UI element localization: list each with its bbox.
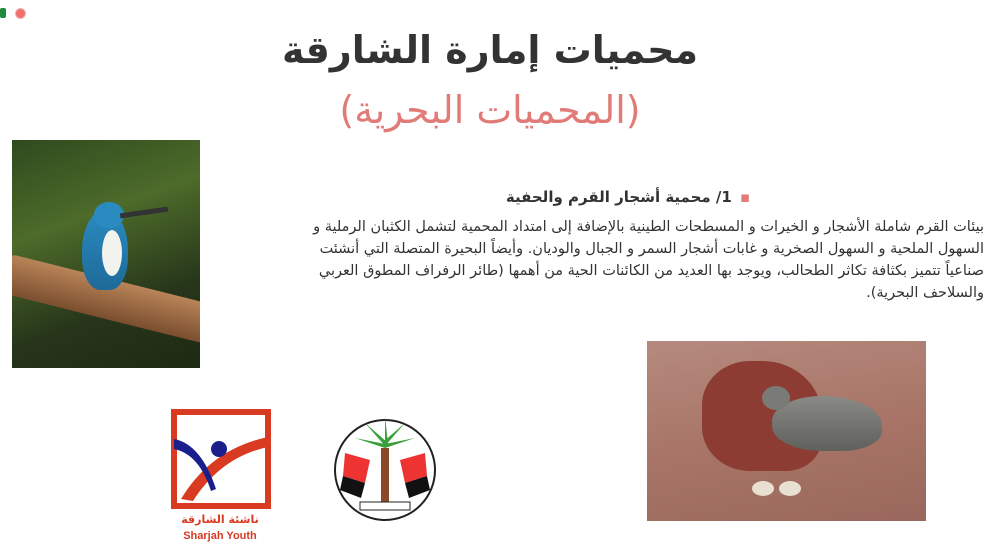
description-paragraph [212, 216, 984, 304]
sharjah-youth-arabic-name: ناشئة الشارقة [181, 513, 259, 526]
paragraph-line: والسلاحف البحرية). [866, 285, 984, 301]
paragraph-line: بيئات القرم شاملة الأشجار و الخيرات و المسطحات الطينية بالإضافة إلى امتداد المحمية لتشمل الكثبان الرملية و [313, 219, 984, 235]
kingfisher-photo [12, 140, 200, 368]
slide-title: محميات إمارة الشارقة [282, 28, 698, 72]
sharjah-youth-logo [171, 409, 271, 509]
epaa-seal-logo [315, 398, 455, 538]
seabird-photo [647, 341, 926, 521]
paragraph-line: صناعياً تتميز بكثافة تكاثر الطحالب، ويوجد بها العديد من الكائنات الحية من أهمها (طائر الرفراف المطوق العربي [318, 263, 984, 279]
bullet-icon: ▪ [739, 188, 750, 206]
sharjah-youth-english-name: Sharjah Youth [183, 530, 257, 542]
section-heading-text: 1/ محمية أشجار القرم والحفية [505, 188, 732, 206]
green-indicator-icon[interactable] [0, 8, 6, 18]
slide-subtitle: (المحميات البحرية) [339, 88, 641, 132]
record-indicator-icon[interactable] [15, 8, 26, 19]
section-heading [506, 186, 750, 208]
paragraph-line: السهول الملحية و السهول الصخرية و غابات أشجار السمر و الجبال والوديان. وأيضاً البحيرة المتصلة التي أنشئت [319, 241, 984, 257]
